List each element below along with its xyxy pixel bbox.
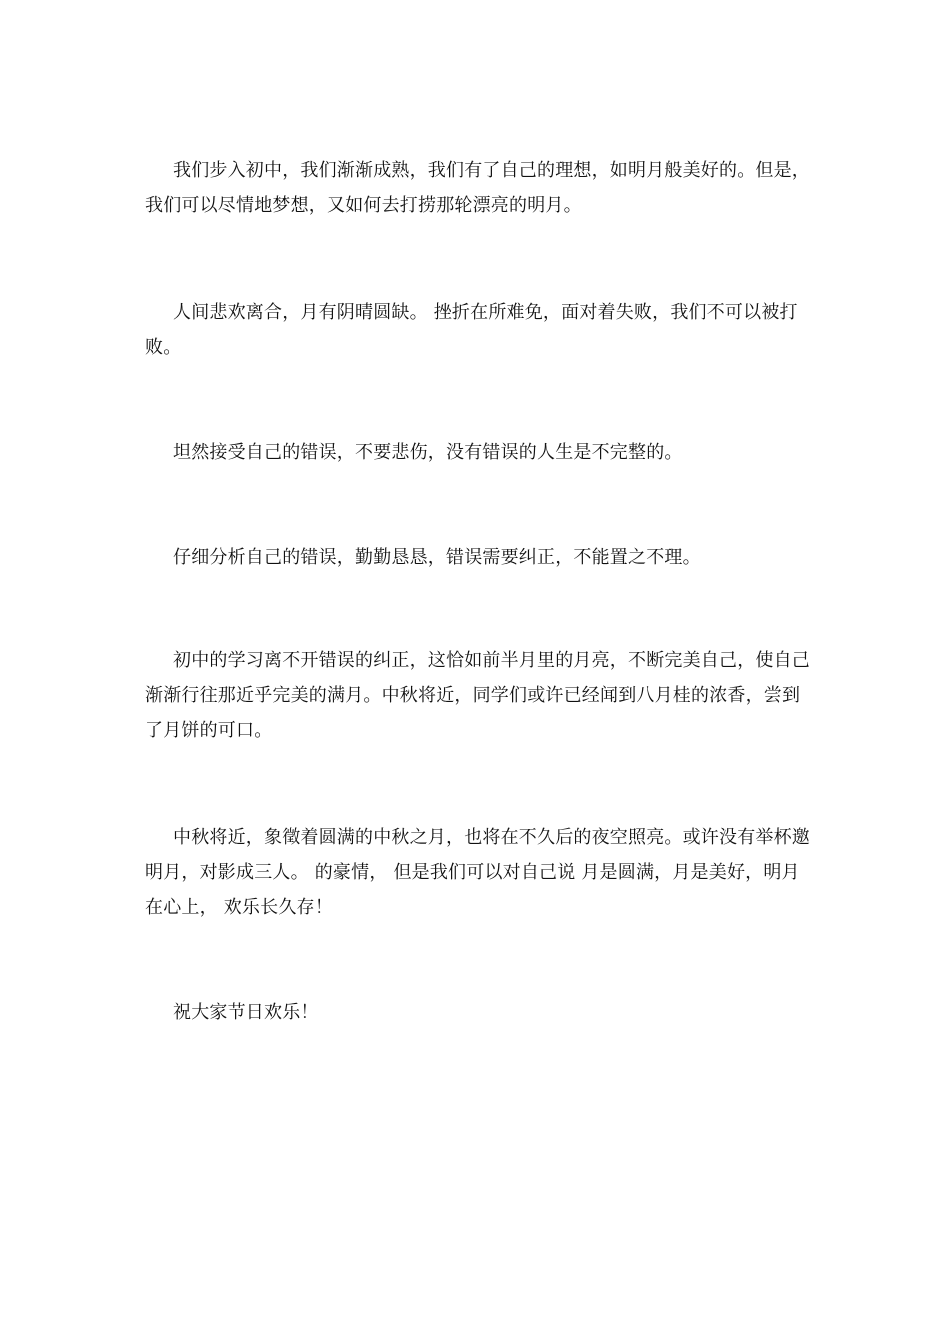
paragraph-5: 初中的学习离不开错误的纠正，这恰如前半月里的月亮，不断完美自己，使自己渐渐行往那近乎完美的满月。中秋将近，同学们或许已经闻到八月桂的浓香，尝到了月饼的可口。 bbox=[145, 650, 810, 741]
paragraph-closing: 祝大家节日欢乐！ bbox=[173, 1002, 319, 1023]
paragraph-2: 人间悲欢离合，月有阴晴圆缺。 挫折在所难免，面对着失败，我们不可以被打败。 bbox=[145, 302, 798, 358]
paragraph-4: 仔细分析自己的错误，勤勤恳恳，错误需要纠正，不能置之不理。 bbox=[173, 547, 701, 568]
paragraph-6: 中秋将近，象徵着圆满的中秋之月，也将在不久后的夜空照亮。或许没有举杯邀明月，对影成三人。 的豪情， 但是我们可以对自己说 月是圆满，月是美好，明月在心上， 欢乐长久存！ bbox=[145, 827, 810, 918]
paragraph-1: 我们步入初中，我们渐渐成熟，我们有了自己的理想，如明月般美好的。但是，我们可以尽情地梦想，又如何去打捞那轮漂亮的明月。 bbox=[145, 160, 810, 216]
paragraph-3: 坦然接受自己的错误，不要悲伤，没有错误的人生是不完整的。 bbox=[173, 442, 683, 463]
